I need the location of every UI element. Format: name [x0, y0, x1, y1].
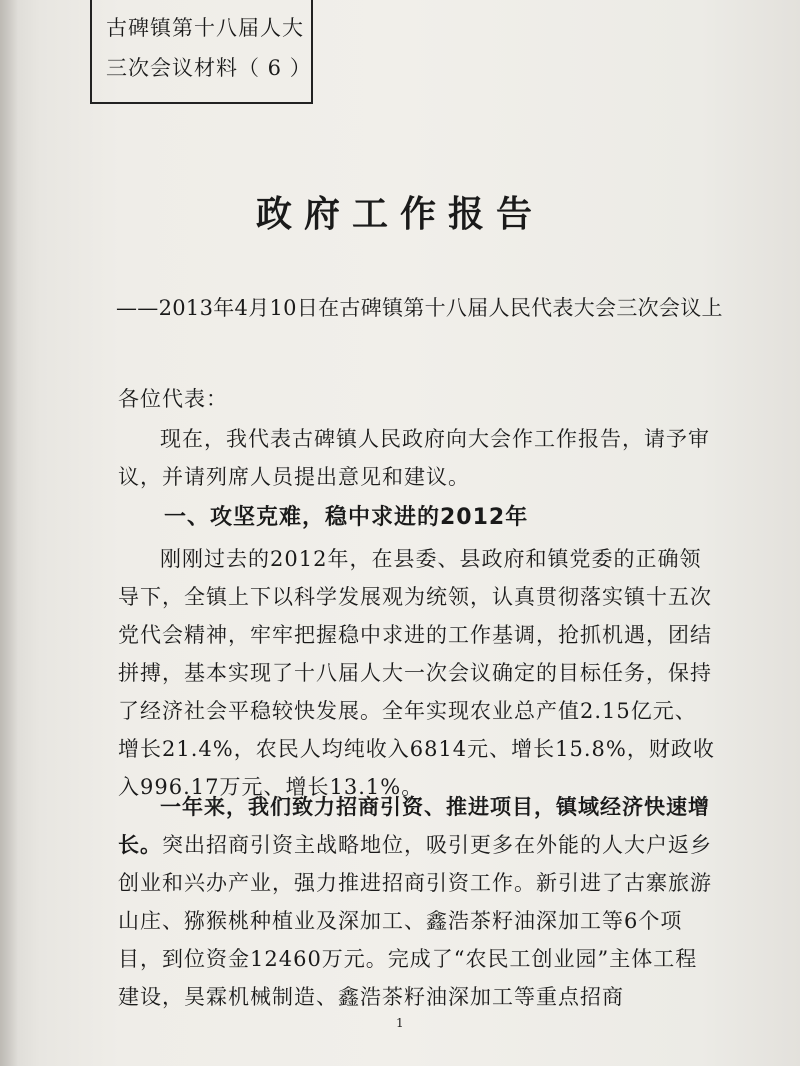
document-title: 政府工作报告: [255, 194, 544, 235]
section-heading: 一、攻坚克难，稳中求进的2012年: [164, 505, 529, 530]
section-one-paragraph: [118, 540, 718, 806]
document-subtitle: ——2013年4月10日在古碑镇第十八届人民代表大会三次会议上: [116, 296, 723, 320]
meeting-label-line-2: 三次会议材料（ 6 ）: [106, 56, 312, 80]
intro-paragraph: [118, 420, 718, 496]
paragraph-body: 突出招商引资主战略地位，吸引更多在外能的人大户返乡创业和兴办产业，强力推进招商引资工作。新引进了古寨旅游山庄、猕猴桃种植业及深加工、鑫浩茶籽油深加工等6个项目，到位资金12460万元。完成了“农民工创业园”主体工程建设，昊霖机械制造、鑫浩茶籽油深加工等重点招商: [118, 833, 712, 1009]
page-gutter-shadow: [0, 0, 18, 1066]
page-number: 1: [396, 1016, 404, 1030]
meeting-label-line-1: 古碑镇第十八届人大: [106, 16, 304, 40]
section-one-text: 刚刚过去的2012年，在县委、县政府和镇党委的正确领导下，全镇上下以科学发展观为统领，认真贯彻落实镇十五次党代会精神，牢牢把握稳中求进的工作基调，抢抓机遇，团结拼搏，基本实现了十八届人大一次会议确定的目标任务，保持了经济社会平稳较快发展。全年实现农业总产值2.15亿元、增长21.4%，农民人均纯收入6814元、增长15.8%，财政收入996.17万元、增长13.1%。: [118, 547, 715, 799]
meeting-material-label: [90, 0, 313, 104]
salutation: 各位代表：: [118, 387, 228, 411]
section-two-text: [118, 788, 718, 1016]
intro-text: 现在，我代表古碑镇人民政府向大会作工作报告，请予审议，并请列席人员提出意见和建议。: [118, 427, 710, 489]
section-two-paragraph: [118, 788, 718, 1016]
paragraph-lead-sentence: 一年来，我们致力招商引资、推进项目，镇域经济快速增长。: [118, 795, 710, 857]
